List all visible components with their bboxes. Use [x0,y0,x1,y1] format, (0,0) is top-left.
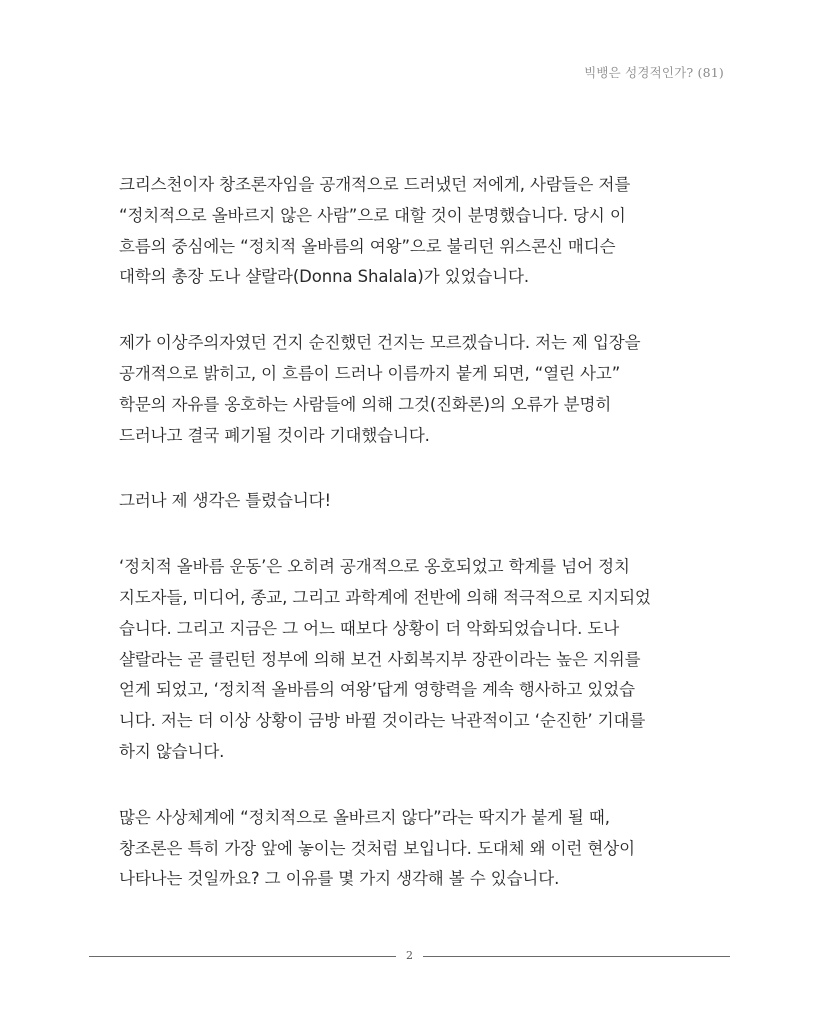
page-number: 2 [406,949,413,962]
paragraph [119,170,709,293]
running-header: 빅뱅은 성경적인가? (81) [584,65,724,80]
body-text [119,170,709,930]
text-line: ‘정치적 올바름 운동’은 오히려 공개적으로 옹호되었고 학계를 넘어 정치 [119,557,630,577]
text-line: 흐름의 중심에는 “정치적 올바름의 여왕”으로 불리던 위스콘신 매디슨 [119,236,616,256]
text-line: 학문의 자유를 옹호하는 사람들에 의해 그것(진화론)의 오류가 분명히 [119,394,612,414]
paragraph [119,552,709,768]
text-line: “정치적으로 올바르지 않은 사람”으로 대할 것이 분명했습니다. 당시 이 [119,205,626,225]
text-line: 나타나는 것일까요? 그 이유를 몇 가지 생각해 볼 수 있습니다. [119,869,560,889]
text-line: 공개적으로 밝히고, 이 흐름이 드러나 이름까지 붙게 되면, “열린 사고” [119,363,621,383]
text-line: 습니다. 그리고 지금은 그 어느 때보다 상황이 더 악화되었습니다. 도나 [119,618,620,638]
paragraph [119,803,709,895]
text-line: 하지 않습니다. [119,741,225,761]
text-line: 제가 이상주의자였던 건지 순진했던 건지는 모르겠습니다. 저는 제 입장을 [119,333,641,353]
text-line: 창조론은 특히 가장 앞에 놓이는 것처럼 보입니다. 도대체 왜 이런 현상이 [119,838,635,858]
page-footer [89,948,730,964]
text-line: 크리스천이자 창조론자임을 공개적으로 드러냈던 저에게, 사람들은 저를 [119,175,631,194]
footer-rule-left [89,956,396,957]
text-line: 대학의 총장 도나 샬랄라(Donna Shalala)가 있었습니다. [119,267,530,287]
text-line: 니다. 저는 더 이상 상황이 금방 바뀔 것이라는 낙관적이고 ‘순진한’ 기대를 [119,711,646,731]
text-line: 드러나고 결국 폐기될 것이라 기대했습니다. [119,425,430,445]
paragraph [119,328,709,451]
text-line: 많은 사상체계에 “정치적으로 올바르지 않다”라는 딱지가 붙게 될 때, [119,807,610,827]
paragraph [119,486,709,517]
text-line: 지도자들, 미디어, 종교, 그리고 과학계에 전반에 의해 적극적으로 지지되었 [119,587,651,607]
text-line: 샬랄라는 곧 클린턴 정부에 의해 보건 사회복지부 장관이라는 높은 지위를 [119,649,641,669]
text-line: 그러나 제 생각은 틀렸습니다! [119,491,332,511]
footer-rule-right [423,956,730,957]
text-line: 얻게 되었고, ‘정치적 올바름의 여왕’답게 영향력을 계속 행사하고 있었습 [119,680,635,700]
